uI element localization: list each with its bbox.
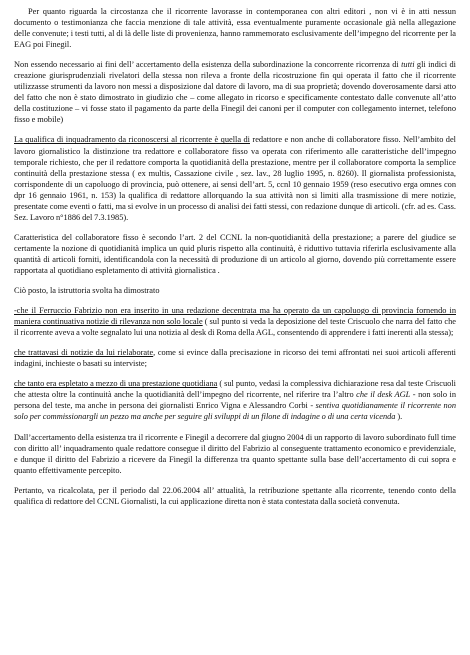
paragraph-p2 xyxy=(14,59,456,125)
document-body xyxy=(14,6,456,507)
italic-text: sentiva quotidianamente il ricorrente non solo per commissionargli un pezzo ma anche per seguire gli sviluppi di un filone di indagine o di una certa vicenda xyxy=(14,401,456,422)
text-run: , come si evince dalla precisazione in ricorso dei temi affrontati nei suoi articoli afferenti indagini, inchieste o basati su interviste; xyxy=(14,348,456,369)
underlined-text: che tanto era espletato a mezzo di una prestazione quotidiana xyxy=(14,379,218,389)
text-run: ( sul punto, vedasi la complessiva dichiarazione resa dal teste Criscuoli che attesta oltre la continuità anche la quotidianità dell’impegno del ricorrente, nel riferire tra l’altro xyxy=(14,379,456,400)
text-run: Per quanto riguarda la circostanza che il ricorrente lavorasse in contemporanea con altri editori , non vi è in atti nessun documento o testimonianza che faccia menzione di tale attività, essa eventualmente puramente occasionale già nella allegazione delle convenute; i testi tutti, al di là delle liste di provenienza, hanno rammemorato esclusivamente dell’impegno del ricorrente per la EAG poi Finegil. xyxy=(14,7,456,50)
text-run: Dall’accertamento della esistenza tra il ricorrente e Finegil a decorrere dal giugno 2004 di un rapporto di lavoro subordinato full time con diritto all’ inquadramento quale redattore consegue il diritto del Fabrizio al conseguente trattamento economico e previdenziale, e dunque il diritto del Fabrizio a ricevere da Finegil la differenza tra quanto spettante sulla base dell’accertamento di cui sopra e quanto effettivamente percepito. xyxy=(14,432,456,475)
text-run: Pertanto, va ricalcolata, per il periodo dal 22.06.2004 all’ attualità, la retribuzione spettante alla ricorrente, tenendo conto della qualifica di redattore del CCNL Giornalisti, la cui applicazione diretta non è stata contestata dalla società convenuta. xyxy=(14,485,456,506)
text-run: - non solo in persona del teste, ma anche in persona dei giornalisti Enrico Vigna e Alessandro Corbi - xyxy=(14,390,456,411)
text-run: gli indici di creazione giurisprudenziali rivelatori della stessa non rileva a fronte della ricostruzione fin qui operata il fatto che il ricorrente utilizzasse strumenti da lavoro non messi a disposizione dal datore di lavoro, ma di sua proprietà; dovendo doverosamente darsi atto del fatto che non è stato dimostrato in giudizio che – come allegato in ricorso e specificamente contestato dalle convenute all’atto della costituzione – vi fosse stato il pagamento da parte della Finegil dei canoni per il computer con collegamento internet, telefono fisso e mobile) xyxy=(14,60,456,125)
paragraph-p7 xyxy=(14,347,456,369)
italic-text: tutti xyxy=(401,60,415,70)
section-heading xyxy=(14,285,456,296)
paragraph-p9 xyxy=(14,432,456,476)
underlined-text: che trattavasi di notizie da lui rielaborate xyxy=(14,348,154,358)
text-run: ). xyxy=(395,412,403,422)
underlined-text: -che il Ferruccio Fabrizio non era inserito in una redazione decentrata ma ha operato da un capoluogo di provincia fornendo in maniera continuativa notizie di rilevanza non solo locale xyxy=(14,306,456,327)
italic-text: che il desk AGL xyxy=(356,390,411,400)
underlined-text: La qualifica di inquadramento da riconoscersi al ricorrente è quella di xyxy=(14,135,250,145)
paragraph-p4 xyxy=(14,232,456,276)
text-run: Ciò posto, la istruttoria svolta ha dimostrato xyxy=(14,286,160,296)
text-run: Caratteristica del collaboratore fisso è secondo l’art. 2 del CCNL la non-quotidianità della prestazione; a parere del giudice se certamente la nozione di quotidianità implica un quid pluris rispetto alla continuità, è riduttivo tuttavia riferirla esclusivamente alla quantità di articoli forniti, identificandola con la necessità di produzione di un articolo al giorno, dovendo più correttamente essere rapportata al quotidiano espletamento di attività giornalistica . xyxy=(14,232,456,275)
paragraph-p10 xyxy=(14,485,456,507)
text-run: Non essendo necessario ai fini dell’ accertamento della esistenza della subordinazione la concorrente ricorrenza di xyxy=(14,60,402,70)
paragraph-p8 xyxy=(14,378,456,422)
paragraph-p6 xyxy=(14,305,456,338)
paragraph-p3 xyxy=(14,134,456,222)
text-run: redattore e non anche di collaboratore fisso. Nell’ambito del lavoro giornalistico la distinzione tra redattore e collaboratore fisso va operata con riferimento alle caratteristiche dell’impegno temporale richiesto, che per il redattore comporta la quotidianità della prestazione, mentre per il collaboratore comporta la semplice continuità della prestazione stessa ( ex multis, Cassazione civile , sez. lav., 28 luglio 1995, n. 8260). Il giornalista professionista, corrispondente di un capoluogo di provincia, può ottenere, ai sensi dell’art. 5, ccnl 10 gennaio 1959 (reso esecutivo erga omnes con dpr 16 gennaio 1961, n. 153) la qualifica di redattore allorquando la sua attività non si limiti alla trasmissione di mere notizie, presentate come eventi o fatti, ma si evolve in un processo di analisi dei fatti stessi, con redazione dunque di articoli. (cfr. ad es. Cass. Sez. Lavoro n°1886 del 7.3.1985). xyxy=(14,135,457,222)
paragraph-p1 xyxy=(14,6,456,50)
text-run: ( sul punto si veda la deposizione del teste Criscuolo che narra del fatto che il ricorrente aveva a volte segnalato lui una notizia al desk di Roma della AGL, consentendo di apprendere i fatti inerenti alla stessa); xyxy=(14,317,456,338)
